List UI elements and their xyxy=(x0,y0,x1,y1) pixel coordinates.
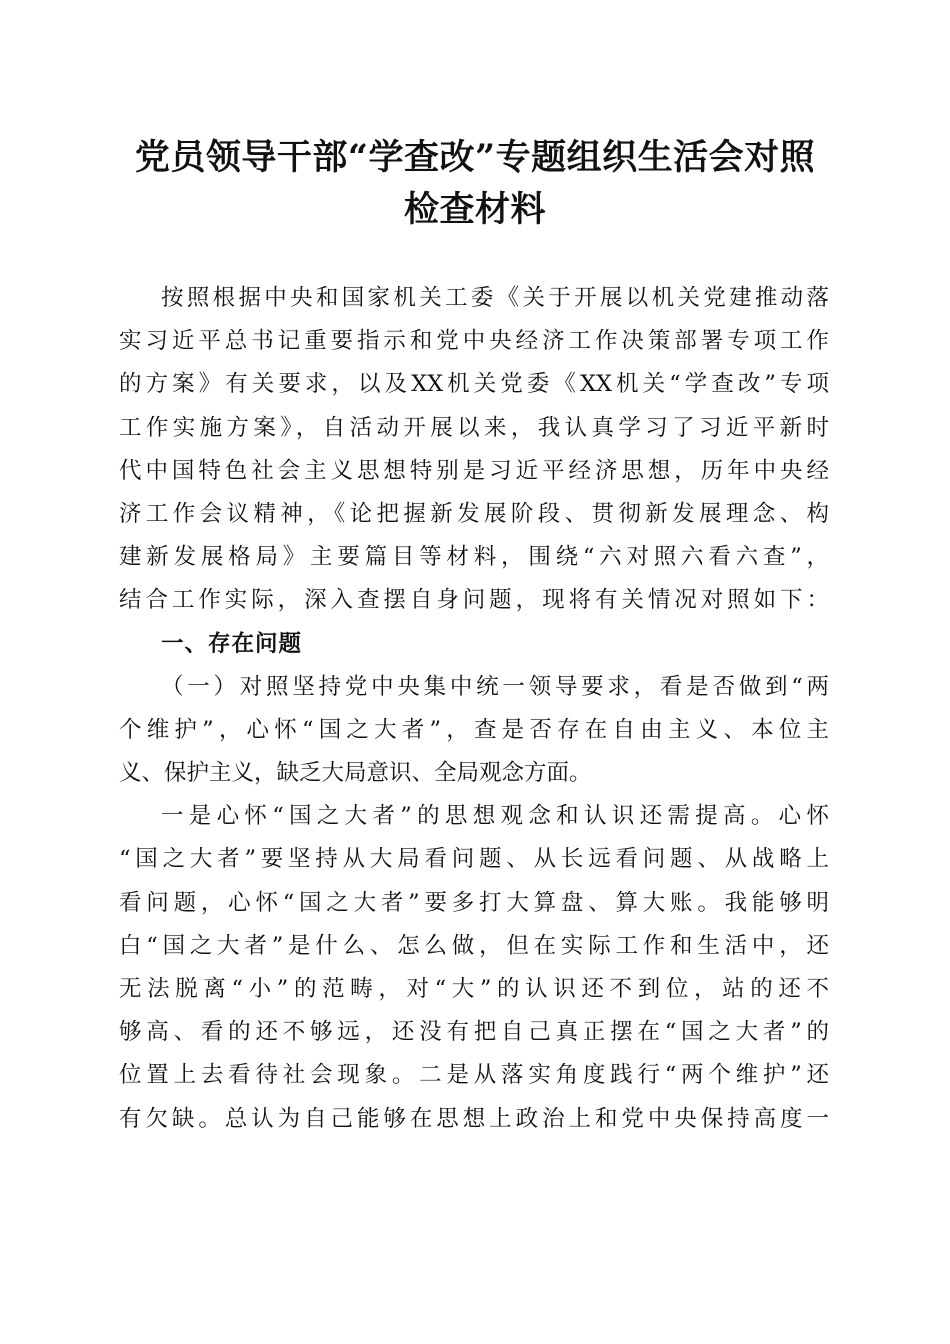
title-line-1: 党员领导干部“学查改”专题组织生活会对照 xyxy=(134,137,816,178)
paragraph-line: 够高、看的还不够远，还没有把自己真正摆在“国之大者”的 xyxy=(119,1019,829,1046)
paragraph-line: “国之大者”要坚持从大局看问题、从长远看问题、从战略上 xyxy=(119,846,829,873)
paragraph-line: 个维护”，心怀“国之大者”，查是否存在自由主义、本位主 xyxy=(119,716,829,743)
paragraph-line: 代中国特色社会主义思想特别是习近平经济思想，历年中央经 xyxy=(119,457,829,484)
paragraph-line: 位置上去看待社会现象。二是从落实角度践行“两个维护”还 xyxy=(119,1062,829,1089)
paragraph-line: 一是心怀“国之大者”的思想观念和认识还需提高。心怀 xyxy=(161,803,829,830)
paragraph-line: 工作实施方案》，自活动开展以来，我认真学习了习近平新时 xyxy=(119,414,829,441)
paragraph-intro xyxy=(119,277,829,623)
paragraph-subsection-1 xyxy=(119,666,829,796)
title-line-2: 检查材料 xyxy=(403,189,546,230)
document-body xyxy=(119,277,829,1141)
paragraph-line: 的方案》有关要求，以及XX机关党委《XX机关“学查改”专项 xyxy=(119,371,829,398)
document-title xyxy=(100,132,850,236)
paragraph-line: 白“国之大者”是什么、怎么做，但在实际工作和生活中，还 xyxy=(119,932,829,959)
paragraph-line: （一）对照坚持党中央集中统一领导要求，看是否做到“两 xyxy=(161,673,829,700)
paragraph-line: 无法脱离“小”的范畴，对“大”的认识还不到位，站的还不 xyxy=(119,976,829,1002)
paragraph-line: 建新发展格局》主要篇目等材料，围绕“六对照六看六查”， xyxy=(119,544,829,571)
paragraph-line: 结合工作实际，深入查摆自身问题，现将有关情况对照如下： xyxy=(119,587,829,614)
paragraph-problem-detail xyxy=(119,795,829,1141)
paragraph-line: 济工作会议精神，《论把握新发展阶段、贯彻新发展理念、构 xyxy=(119,500,829,527)
paragraph-line: 义、保护主义，缺乏大局意识、全局观念方面。 xyxy=(119,760,592,787)
paragraph-line: 实习近平总书记重要指示和党中央经济工作决策部署专项工作 xyxy=(119,328,829,355)
section-heading: 一、存在问题 xyxy=(161,630,303,657)
paragraph-line: 按照根据中央和国家机关工委《关于开展以机关党建推动落 xyxy=(161,285,829,311)
paragraph-line: 有欠缺。总认为自己能够在思想上政治上和党中央保持高度一 xyxy=(119,1105,829,1132)
paragraph-line: 看问题，心怀“国之大者”要多打大算盘、算大账。我能够明 xyxy=(119,889,829,916)
